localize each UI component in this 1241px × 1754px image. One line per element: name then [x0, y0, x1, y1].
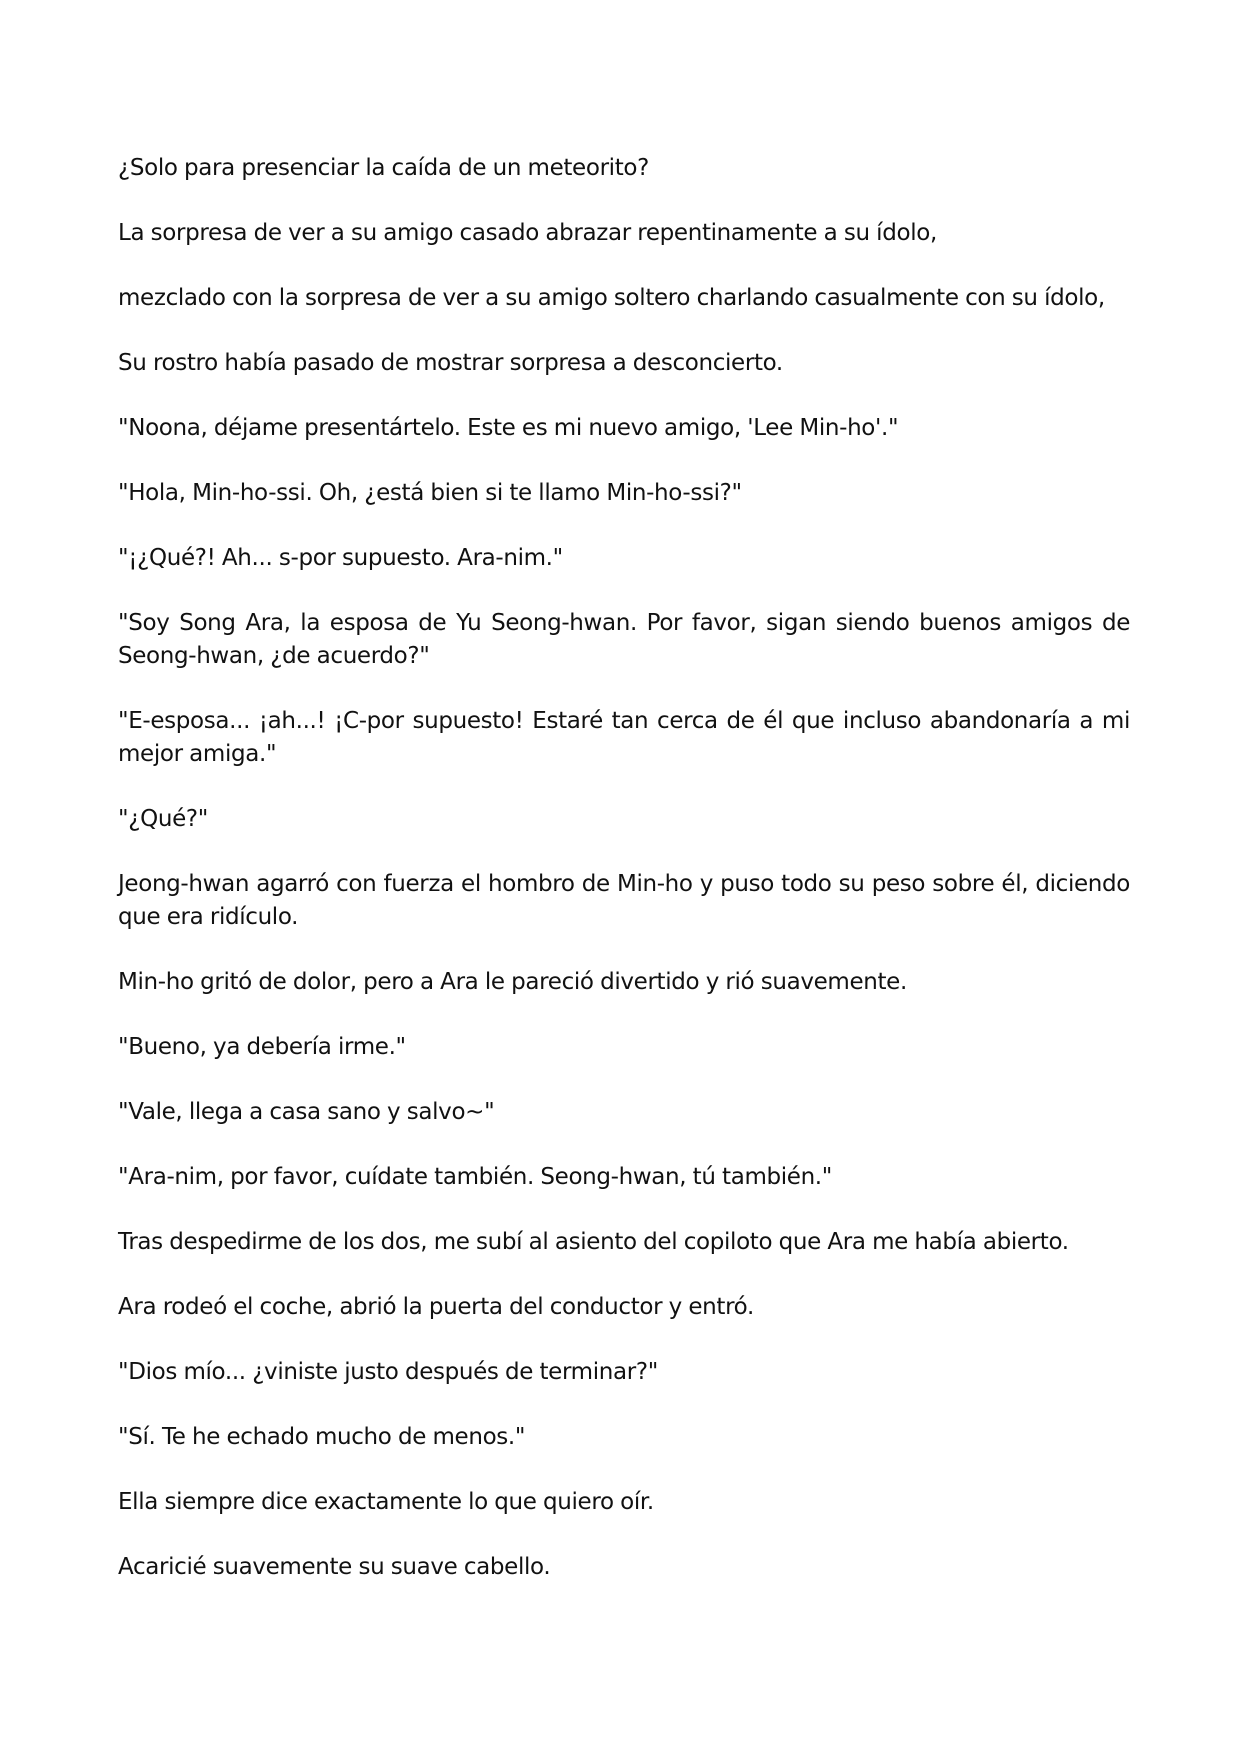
paragraph: "Dios mío... ¿viniste justo después de terminar?": [118, 1359, 658, 1385]
paragraph: "¡¿Qué?! Ah... s-por supuesto. Ara-nim.": [118, 545, 563, 571]
paragraph: "E-esposa... ¡ah...! ¡C-por supuesto! Estaré tan cerca de él que incluso abandonaría a mi mejor amiga.": [118, 708, 1130, 767]
paragraph: "Sí. Te he echado mucho de menos.": [118, 1424, 526, 1450]
paragraph: Su rostro había pasado de mostrar sorpresa a desconcierto.: [118, 350, 783, 376]
paragraph: "Vale, llega a casa sano y salvo~": [118, 1099, 495, 1125]
paragraph: Min-ho gritó de dolor, pero a Ara le pareció divertido y rió suavemente.: [118, 969, 907, 995]
paragraph: "Noona, déjame presentártelo. Este es mi nuevo amigo, 'Lee Min-ho'.": [118, 415, 899, 441]
paragraph: "Ara-nim, por favor, cuídate también. Seong-hwan, tú también.": [118, 1164, 833, 1190]
document-body: [118, 152, 1130, 1616]
paragraph: "Bueno, ya debería irme.": [118, 1034, 406, 1060]
paragraph: Jeong-hwan agarró con fuerza el hombro de Min-ho y puso todo su peso sobre él, diciendo que era ridículo.: [118, 871, 1130, 930]
paragraph: Ella siempre dice exactamente lo que quiero oír.: [118, 1489, 654, 1515]
paragraph: La sorpresa de ver a su amigo casado abrazar repentinamente a su ídolo,: [118, 220, 937, 246]
paragraph: Acaricié suavemente su suave cabello.: [118, 1554, 551, 1580]
paragraph: "¿Qué?": [118, 806, 208, 832]
paragraph: Ara rodeó el coche, abrió la puerta del conductor y entró.: [118, 1294, 754, 1320]
paragraph: ¿Solo para presenciar la caída de un meteorito?: [118, 155, 649, 181]
paragraph: "Soy Song Ara, la esposa de Yu Seong-hwan. Por favor, sigan siendo buenos amigos de Seong-hwan, ¿de acuerdo?": [118, 610, 1130, 669]
paragraph: Tras despedirme de los dos, me subí al asiento del copiloto que Ara me había abierto.: [118, 1229, 1069, 1255]
paragraph: "Hola, Min-ho-ssi. Oh, ¿está bien si te llamo Min-ho-ssi?": [118, 480, 742, 506]
paragraph: mezclado con la sorpresa de ver a su amigo soltero charlando casualmente con su ídolo,: [118, 285, 1105, 311]
